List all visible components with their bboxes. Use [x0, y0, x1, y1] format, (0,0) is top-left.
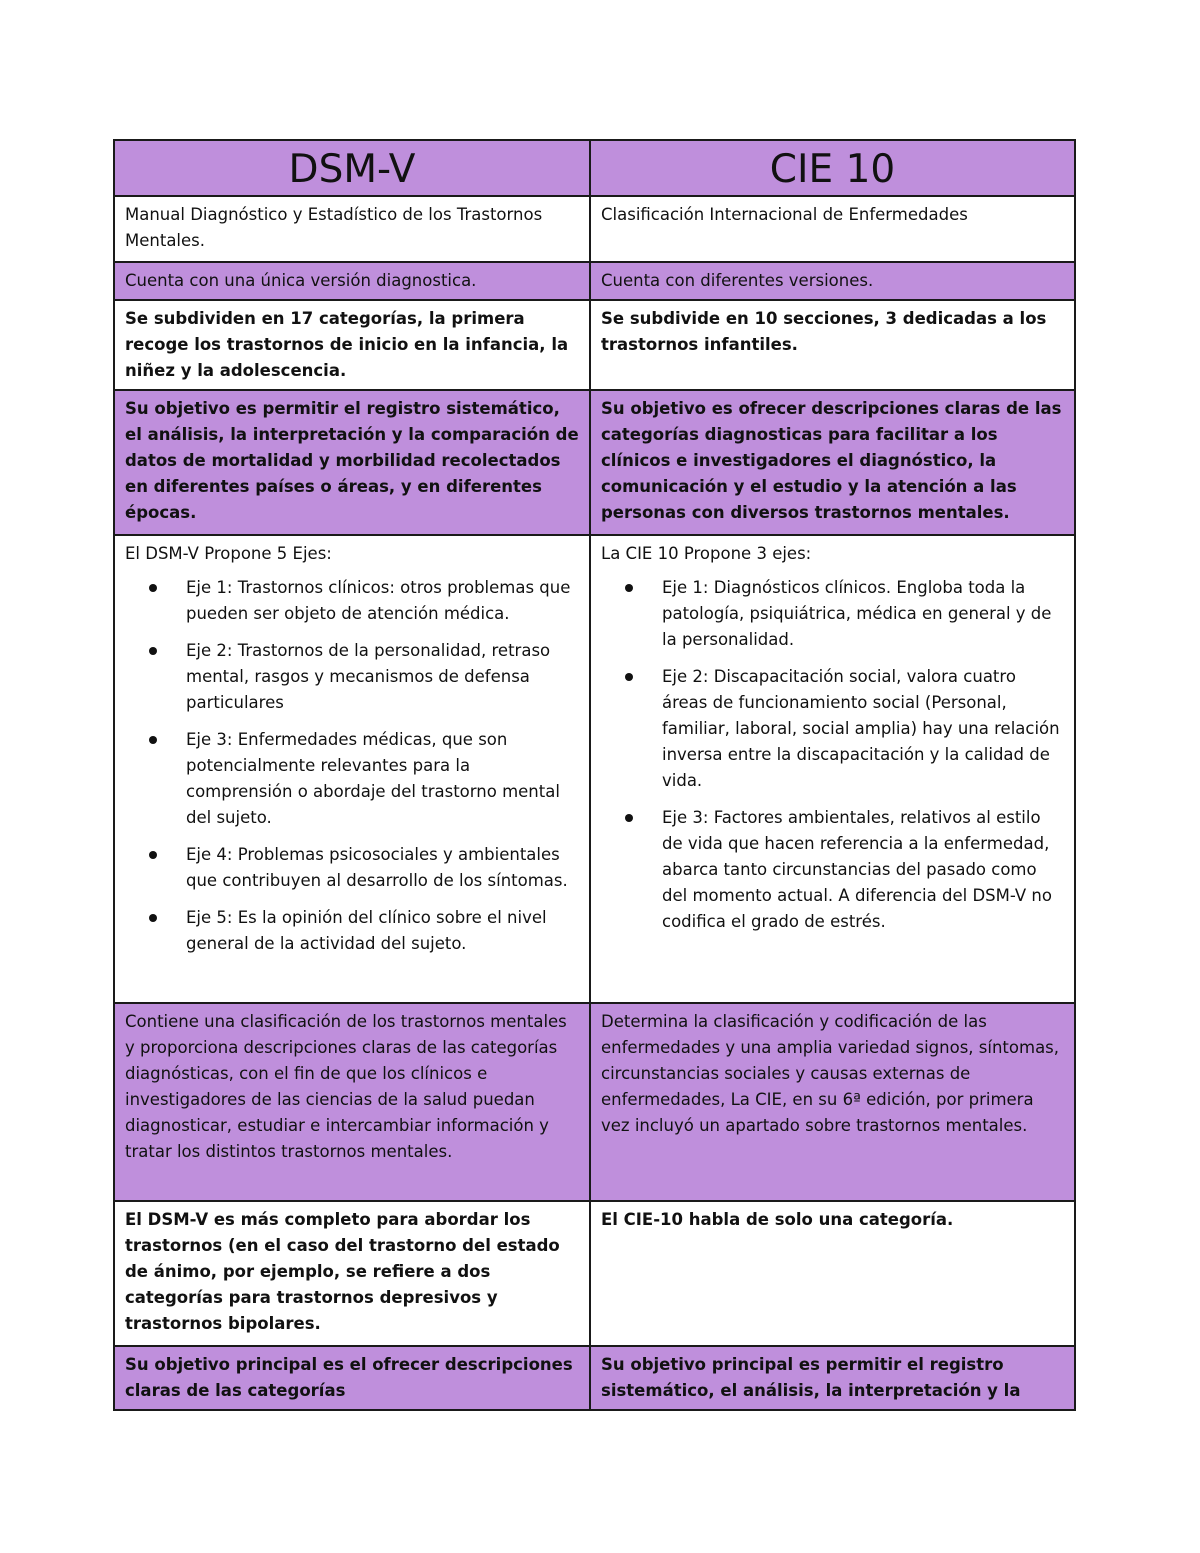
comparison-table	[113, 139, 1076, 1411]
table-row	[114, 1003, 1075, 1201]
row7-left: El DSM-V es más completo para abordar los trastornos (en el caso del trastorno del estado de ánimo, por ejemplo, se refiere a dos categorías para trastornos depresivos y trastornos bipolares.	[114, 1201, 590, 1346]
bullet-icon	[625, 673, 633, 681]
bullet-icon	[149, 851, 157, 859]
row2-left: Cuenta con una única versión diagnostica.	[114, 262, 590, 300]
axis-text: Enfermedades médicas, que son potencialmente relevantes para la comprensión o abordaje del trastorno mental del sujeto.	[186, 730, 560, 827]
list-item	[662, 575, 1064, 653]
row1-left: Manual Diagnóstico y Estadístico de los Trastornos Mentales.	[114, 196, 590, 262]
list-item	[186, 727, 579, 831]
axis-label: Eje 1:	[662, 578, 709, 597]
row6-left: Contiene una clasificación de los trastornos mentales y proporciona descripciones claras de las categorías diagnósticas, con el fin de que los clínicos e investigadores de las ciencias de la salud puedan diagnosticar, estudiar e intercambiar información y tratar los distintos trastornos mentales.	[114, 1003, 590, 1201]
list-item	[186, 575, 579, 627]
row7-right: El CIE-10 habla de solo una categoría.	[590, 1201, 1075, 1346]
row4-right: Su objetivo es ofrecer descripciones claras de las categorías diagnosticas para facilitar a los clínicos e investigadores el diagnóstico, la comunicación y el estudio y la atención a las personas con diversos trastornos mentales.	[590, 390, 1075, 535]
axis-text: Trastornos clínicos: otros problemas que pueden ser objeto de atención médica.	[186, 578, 571, 623]
header-cie: CIE 10	[590, 140, 1075, 196]
bullet-icon	[625, 814, 633, 822]
bullet-icon	[149, 914, 157, 922]
row8-left: Su objetivo principal es el ofrecer descripciones claras de las categorías	[114, 1346, 590, 1410]
axis-label: Eje 3:	[662, 808, 709, 827]
table-row	[114, 1201, 1075, 1346]
table-row	[114, 196, 1075, 262]
table-row	[114, 300, 1075, 390]
list-item	[186, 842, 579, 894]
bullet-icon	[625, 584, 633, 592]
axis-text: Diagnósticos clínicos. Engloba toda la patología, psiquiátrica, médica en general y de la personalidad.	[662, 578, 1052, 649]
axis-text: Problemas psicosociales y ambientales que contribuyen al desarrollo de los síntomas.	[186, 845, 568, 890]
axis-label: Eje 2:	[662, 667, 709, 686]
axis-label: Eje 3:	[186, 730, 233, 749]
row3-left: Se subdividen en 17 categorías, la primera recoge los trastornos de inicio en la infancia, la niñez y la adolescencia.	[114, 300, 590, 390]
row6-right: Determina la clasificación y codificación de las enfermedades y una amplia variedad signos, síntomas, circunstancias sociales y causas externas de enfermedades, La CIE, en su 6ª edición, por primera vez incluyó un apartado sobre trastornos mentales.	[590, 1003, 1075, 1201]
bullet-icon	[149, 647, 157, 655]
cie-axes-list	[601, 575, 1064, 935]
axis-label: Eje 5:	[186, 908, 233, 927]
list-item	[186, 905, 579, 957]
bullet-icon	[149, 736, 157, 744]
dsm-axes-list	[125, 575, 579, 957]
axis-text: Factores ambientales, relativos al estilo de vida que hacen referencia a la enfermedad, abarca tanto circunstancias del pasado como del momento actual. A diferencia del DSM-V no codifica el grado de estrés.	[662, 808, 1052, 931]
table-row	[114, 262, 1075, 300]
table-row	[114, 1346, 1075, 1410]
row4-left: Su objetivo es permitir el registro sistemático, el análisis, la interpretación y la comparación de datos de mortalidad y morbilidad recolectados en diferentes países o áreas, y en diferentes épocas.	[114, 390, 590, 535]
row8-right: Su objetivo principal es permitir el registro sistemático, el análisis, la interpretación y la	[590, 1346, 1075, 1410]
row3-right: Se subdivide en 10 secciones, 3 dedicadas a los trastornos infantiles.	[590, 300, 1075, 390]
bullet-icon	[149, 584, 157, 592]
axis-text: Es la opinión del clínico sobre el nivel general de la actividad del sujeto.	[186, 908, 547, 953]
dsm-axes-intro: El DSM-V Propone 5 Ejes:	[125, 544, 332, 563]
list-item	[662, 805, 1064, 935]
row5-right	[590, 535, 1075, 1003]
cie-axes-intro: La CIE 10 Propone 3 ejes:	[601, 544, 812, 563]
axis-text: Trastornos de la personalidad, retraso mental, rasgos y mecanismos de defensa particulares	[186, 641, 551, 712]
axis-label: Eje 1:	[186, 578, 233, 597]
table-row	[114, 390, 1075, 535]
list-item	[662, 664, 1064, 794]
table-header-row	[114, 140, 1075, 196]
row2-right: Cuenta con diferentes versiones.	[590, 262, 1075, 300]
row1-right: Clasificación Internacional de Enfermedades	[590, 196, 1075, 262]
axis-label: Eje 4:	[186, 845, 233, 864]
row5-left	[114, 535, 590, 1003]
table-row-axes	[114, 535, 1075, 1003]
header-dsm: DSM-V	[114, 140, 590, 196]
axis-text: Discapacitación social, valora cuatro áreas de funcionamiento social (Personal, familiar, laboral, social amplia) hay una relación inversa entre la discapacitación y la calidad de vida.	[662, 667, 1060, 790]
list-item	[186, 638, 579, 716]
axis-label: Eje 2:	[186, 641, 233, 660]
